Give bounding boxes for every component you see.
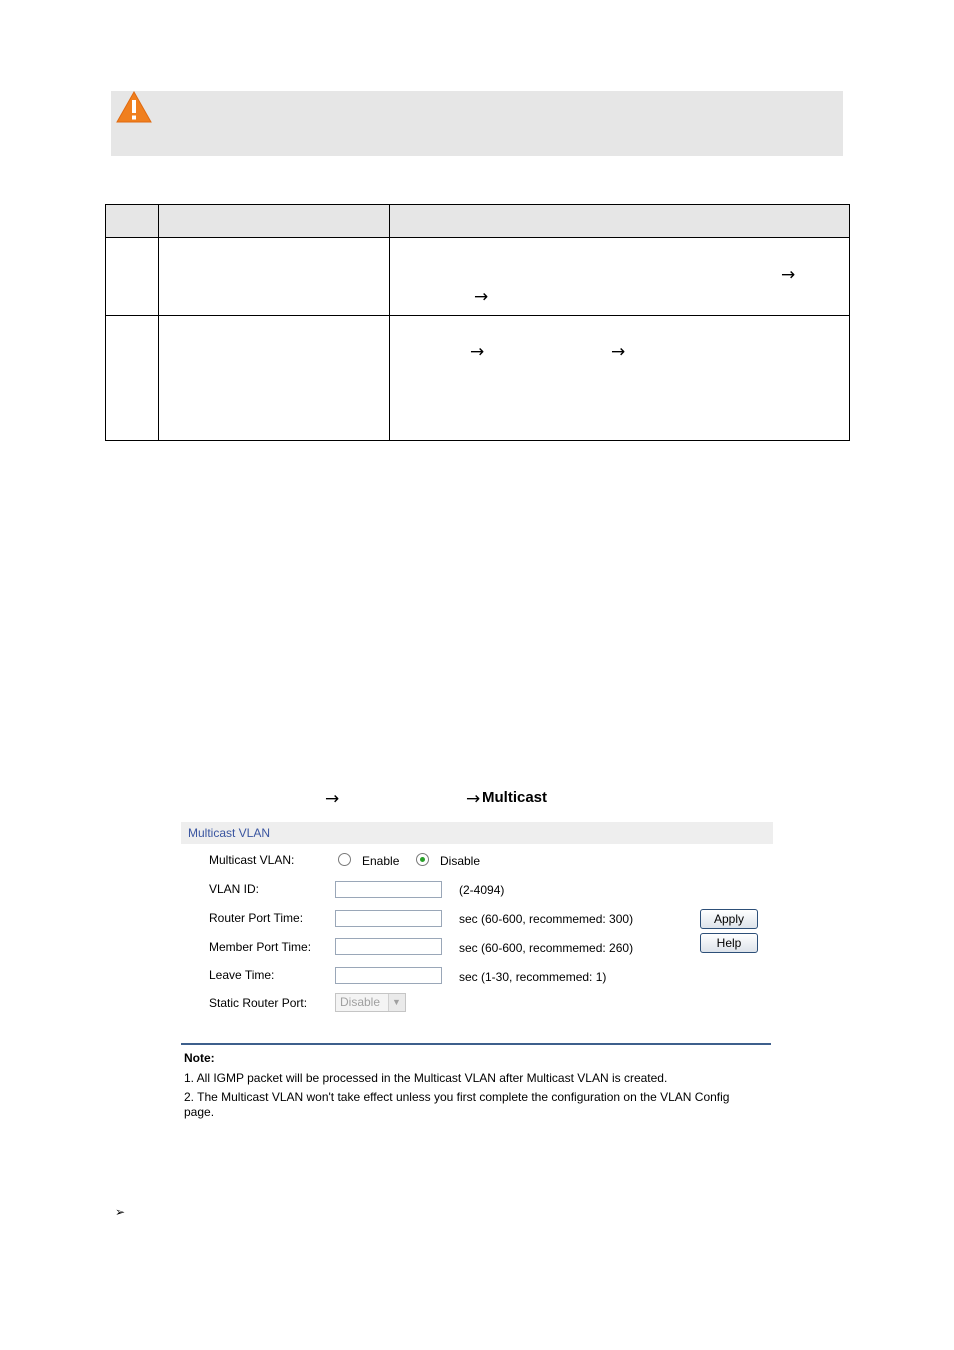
leave-time-input[interactable] <box>335 967 442 984</box>
nav-arrow: → <box>781 265 796 285</box>
vlan-id-hint: (2-4094) <box>459 883 505 897</box>
chevron-down-icon: ▼ <box>388 994 405 1011</box>
warning-note-box <box>111 91 843 156</box>
static-router-port-label: Static Router Port: <box>209 996 308 1010</box>
nav-arrow: → <box>474 287 489 307</box>
help-button[interactable]: Help <box>700 933 758 953</box>
disable-radio[interactable] <box>416 853 429 866</box>
enable-radio[interactable] <box>338 853 351 866</box>
steps-table-header <box>106 205 849 238</box>
warning-icon <box>115 90 153 124</box>
vlan-id-label: VLAN ID: <box>209 882 260 896</box>
note-line-2: 2. The Multicast VLAN won't take effect unless you first complete the configuration on the VLAN Config page. <box>184 1090 730 1119</box>
note-line-1: 1. All IGMP packet will be processed in the Multicast VLAN after Multicast VLAN is created. <box>184 1071 668 1085</box>
note-heading: Note: <box>184 1051 215 1065</box>
static-router-port-value: Disable <box>340 995 381 1009</box>
nav-arrow: → <box>470 342 485 362</box>
bullet-arrow-icon: ➢ <box>115 1205 126 1219</box>
member-port-time-hint: sec (60-600, recommemed: 260) <box>459 941 634 955</box>
router-port-time-input[interactable] <box>335 910 442 927</box>
router-port-time-hint: sec (60-600, recommemed: 300) <box>459 912 634 926</box>
member-port-time-input[interactable] <box>335 938 442 955</box>
caption-arrow: → <box>325 789 340 809</box>
vlan-id-input[interactable] <box>335 881 442 898</box>
member-port-time-label: Member Port Time: <box>209 940 312 954</box>
radio-selected-icon <box>420 857 425 862</box>
table-col-divider <box>158 205 159 440</box>
figure-caption: Multicast <box>482 789 548 806</box>
multicast-vlan-label: Multicast VLAN: <box>209 853 295 867</box>
nav-arrow: → <box>611 342 626 362</box>
panel-separator <box>181 1043 771 1045</box>
panel-title: Multicast VLAN <box>188 826 271 840</box>
steps-table <box>105 204 850 441</box>
enable-label: Enable <box>362 854 400 868</box>
static-router-port-select[interactable] <box>335 993 406 1012</box>
router-port-time-label: Router Port Time: <box>209 911 304 925</box>
leave-time-hint: sec (1-30, recommemed: 1) <box>459 970 607 984</box>
apply-button[interactable]: Apply <box>700 909 758 929</box>
leave-time-label: Leave Time: <box>209 968 275 982</box>
table-row-divider <box>106 315 849 316</box>
table-col-divider <box>389 205 390 440</box>
disable-label: Disable <box>440 854 481 868</box>
caption-arrow: → <box>466 789 481 809</box>
